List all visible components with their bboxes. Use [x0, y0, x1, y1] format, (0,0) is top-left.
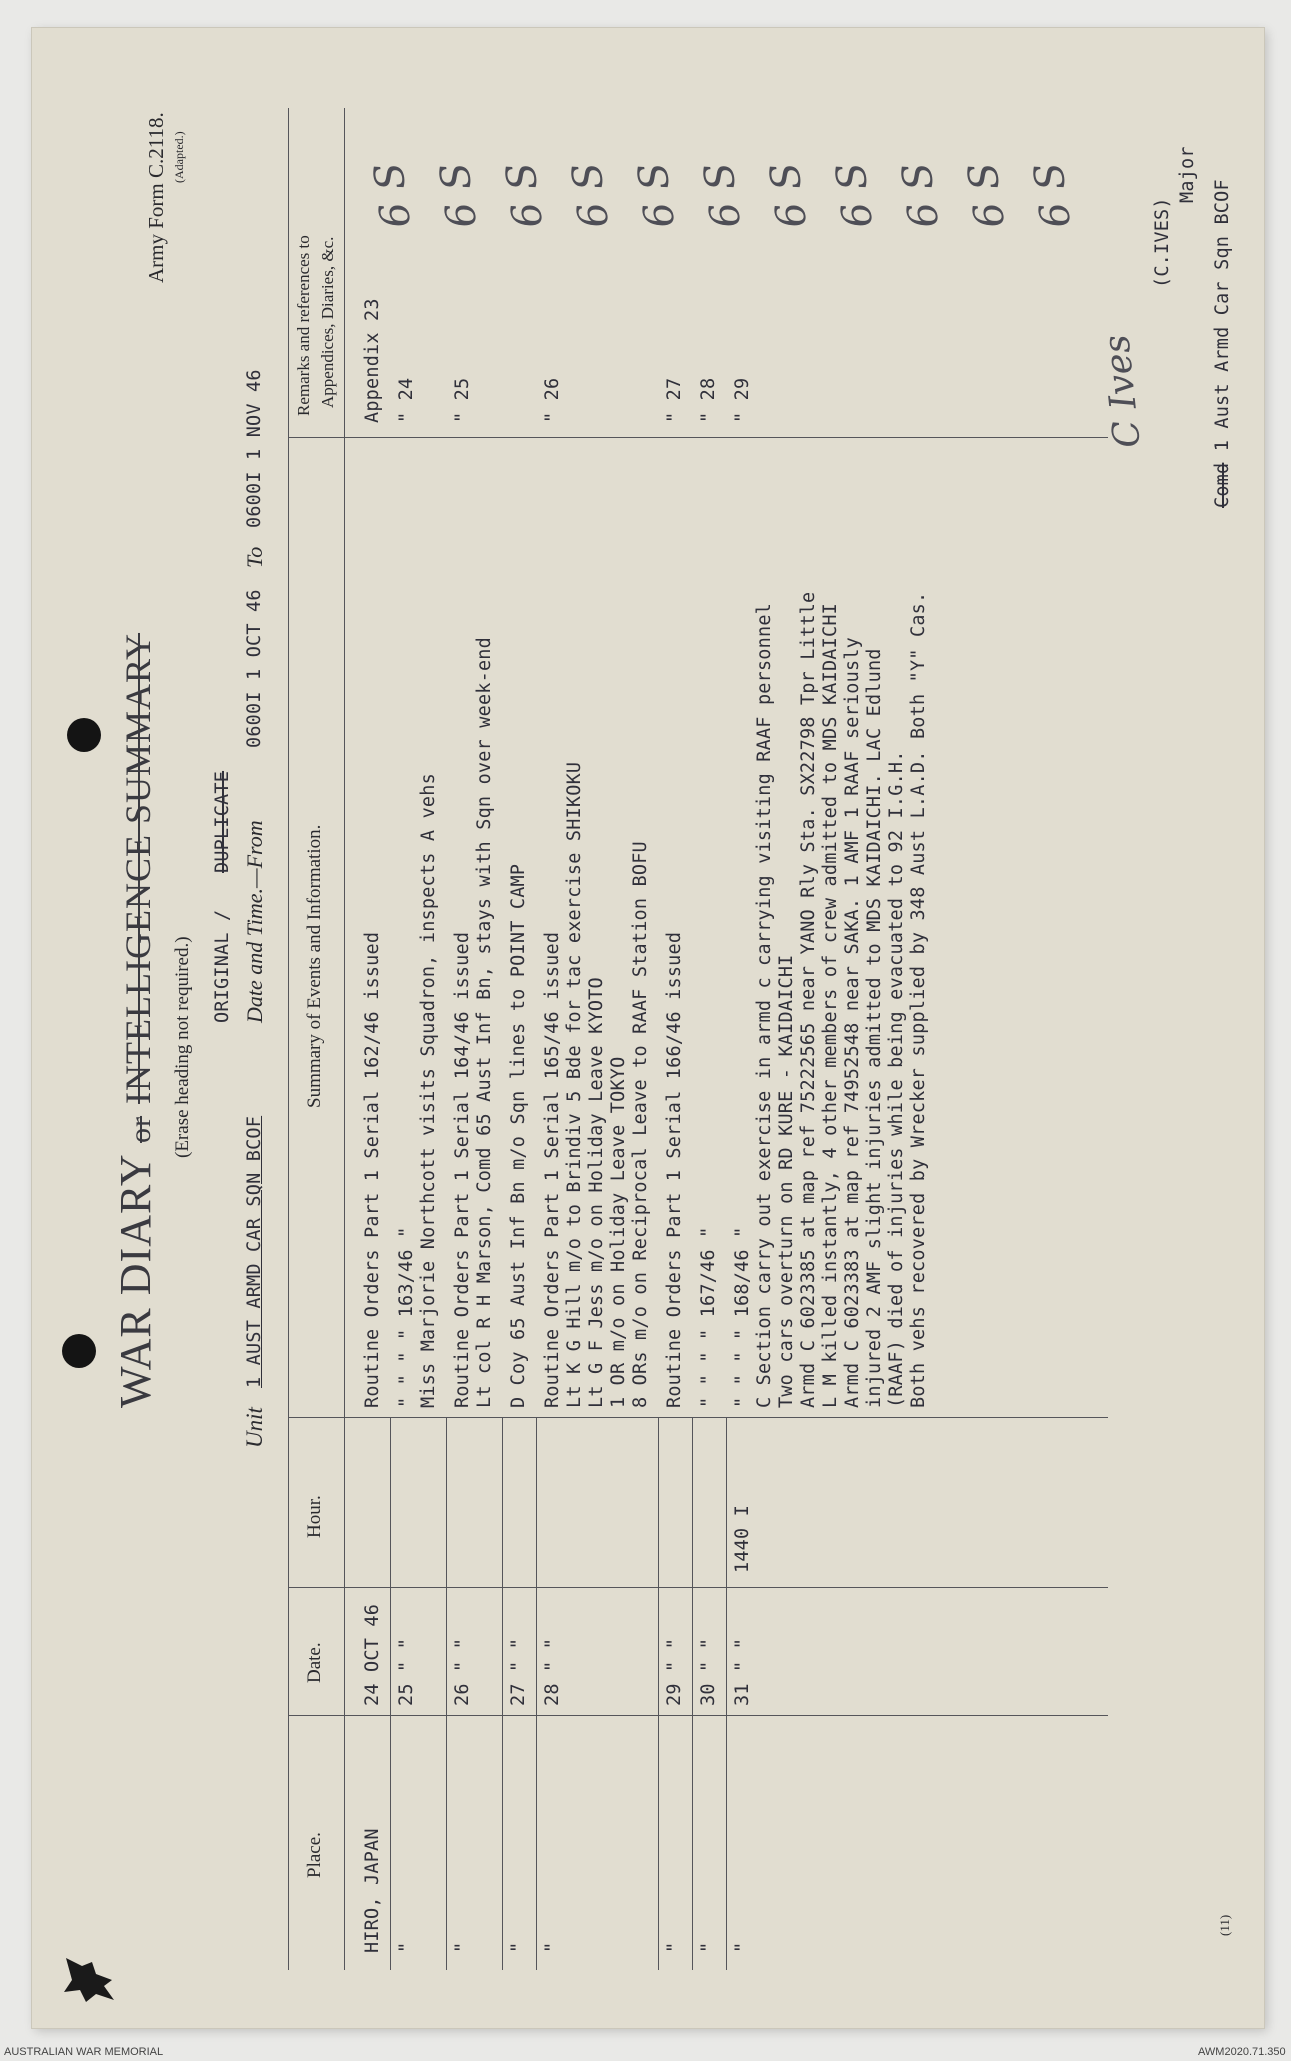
- column-remarks-2: Appendices, Diaries, &c.: [318, 236, 337, 408]
- row-rule: [726, 1418, 727, 1970]
- entry-remark: " 26: [542, 377, 563, 423]
- row-rule: [692, 1418, 693, 1970]
- entry-summary-line: (RAAF) died of injuries while being evacuated to 92 I.G.H.: [886, 750, 907, 1408]
- row-rule: [536, 1418, 537, 1970]
- entry-date: 26 " ": [452, 1637, 473, 1706]
- row-rule: [502, 1418, 503, 1970]
- intelligence-summary-title: INTELLIGENCE SUMMARY: [118, 632, 158, 1104]
- entry-summary-line: Lt G F Jess m/o on Holiday Leave KYOTO: [586, 977, 607, 1408]
- column-summary: Summary of Events and Information.: [304, 824, 325, 1108]
- pencil-mark: 6 S: [1025, 159, 1081, 231]
- entry-summary-line: L M killed instantly, 4 other members of crew admitted to MDS KAIDAICHI: [820, 603, 841, 1408]
- entry-summary-line: Armd C 6023385 at map ref 75222565 near YANO Rly Sta. SX22798 Tpr Little: [798, 591, 819, 1408]
- entry-place: ": [396, 1941, 417, 1953]
- entry-summary-line: 1 OR m/o on Holiday Leave TOKYO: [608, 1056, 629, 1408]
- entry-summary-line: D Coy 65 Aust Inf Bn m/o Sqn lines to POINT CAMP: [508, 863, 529, 1408]
- entry-place: ": [732, 1941, 753, 1953]
- entry-summary-line: Routine Orders Part 1 Serial 166/46 issued: [664, 931, 685, 1408]
- entry-summary-line: " " " " 167/46 ": [698, 1226, 719, 1408]
- row-rule: [446, 1418, 447, 1970]
- entry-date: 27 " ": [508, 1637, 529, 1706]
- entry-place: ": [508, 1941, 529, 1953]
- pencil-mark: 6 S: [497, 159, 553, 231]
- pencil-mark: 6 S: [629, 159, 685, 231]
- entry-date: 29 " ": [664, 1637, 685, 1706]
- entry-date: 25 " ": [396, 1637, 417, 1706]
- from-value: 0600I 1 OCT 46: [244, 589, 265, 748]
- row-rule: [390, 1418, 391, 1970]
- pencil-mark: 6 S: [431, 159, 487, 231]
- entry-summary-line: Two cars overturn on RD KURE - KAIDAICHI: [776, 954, 797, 1408]
- entry-remark: " 28: [698, 377, 719, 423]
- entry-summary-line: Lt col R H Marson, Comd 65 Aust Inf Bn, stays with Sqn over week-end: [474, 637, 495, 1408]
- entry-remark: " 25: [452, 377, 473, 423]
- entry-date: 30 " ": [698, 1637, 719, 1706]
- unit-label: Unit: [242, 1407, 267, 1448]
- entry-hour: 1440 I: [732, 1504, 753, 1573]
- entry-remark: " 27: [664, 377, 685, 423]
- entry-place: ": [542, 1941, 563, 1953]
- entry-date: 24 OCT 46: [362, 1603, 383, 1706]
- pencil-mark: 6 S: [365, 159, 421, 231]
- signature-name: (C.IVES): [1152, 197, 1173, 288]
- army-form-number: Army Form C.2118.: [144, 112, 168, 283]
- signature-unit: 1 Aust Armd Car Sqn BCOF: [1212, 179, 1233, 452]
- pencil-mark: 6 S: [563, 159, 619, 231]
- entry-summary-line: " " " " 168/46 ": [732, 1226, 753, 1408]
- pencil-mark: 6 S: [827, 159, 883, 231]
- column-rule: [288, 1587, 1108, 1588]
- rotated-form: [32, 28, 1264, 2028]
- entry-remark: " 24: [396, 377, 417, 423]
- pencil-mark: 6 S: [761, 159, 817, 231]
- entry-summary-line: C Section carry out exercise in armd c carrying visiting RAAF personnel: [754, 603, 775, 1408]
- entry-summary-line: Lt K G Hill m/o to Brindiv 5 Bde for tac exercise SHIKOKU: [564, 761, 585, 1408]
- column-hour: Hour.: [304, 1495, 325, 1538]
- column-place: Place.: [304, 1832, 325, 1878]
- pencil-mark: 6 S: [959, 159, 1015, 231]
- column-rule: [288, 1715, 1108, 1716]
- entry-summary-line: Both vehs recovered by Wrecker supplied by 348 Aust L.A.D. Both "Y" Cas.: [908, 591, 929, 1408]
- footer-credit: AUSTRALIAN WAR MEMORIAL: [4, 2046, 164, 2058]
- entry-summary-line: Routine Orders Part 1 Serial 162/46 issued: [362, 931, 383, 1408]
- signature-comd: Comd: [1212, 462, 1233, 508]
- entry-summary-line: Miss Marjorie Northcott visits Squadron, inspects A vehs: [418, 773, 439, 1408]
- entry-summary-line: 8 ORs m/o on Reciprocal Leave to RAAF Station BOFU: [630, 841, 651, 1408]
- army-form-adapted: (Adapted.): [172, 131, 186, 183]
- entry-summary-line: Routine Orders Part 1 Serial 164/46 issued: [452, 931, 473, 1408]
- entry-date: 28 " ": [542, 1637, 563, 1706]
- entry-place: HIRO, JAPAN: [362, 1828, 383, 1953]
- original-label: ORIGINAL /: [212, 909, 233, 1023]
- to-label: To: [242, 546, 267, 568]
- column-date: Date.: [304, 1642, 325, 1683]
- entry-summary-line: " " " " 163/46 ": [396, 1226, 417, 1408]
- entry-date: 31 " ": [732, 1637, 753, 1706]
- header-bottom-rule: [344, 108, 345, 1970]
- war-diary-page: [32, 28, 1264, 2028]
- form-number: (11): [1217, 1914, 1232, 1936]
- column-rule: [288, 437, 1108, 438]
- entry-place: ": [452, 1941, 473, 1953]
- war-diary-title: WAR DIARY: [111, 1154, 160, 1408]
- column-remarks: Remarks and references to: [294, 235, 313, 416]
- entry-summary-line: Armd C 6023383 at map ref 74952548 near SAKA. 1 AMF 1 RAAF seriously: [842, 637, 863, 1408]
- struck-or: or: [124, 1115, 157, 1143]
- to-value: 0600I 1 NOV 46: [244, 369, 265, 528]
- row-rule: [658, 1418, 659, 1970]
- pencil-mark: 6 S: [893, 159, 949, 231]
- duplicate-label: DUPLICATE: [212, 770, 233, 873]
- pencil-mark: 6 S: [695, 159, 751, 231]
- signature-rank: Major: [1177, 146, 1198, 203]
- entry-place: ": [698, 1941, 719, 1953]
- erase-note: (Erase heading not required.): [172, 936, 193, 1158]
- entry-remark: Appendix 23: [362, 298, 383, 423]
- footer-catalogue-number: AWM2020.71.350: [1198, 2046, 1286, 2058]
- date-time-label: Date and Time.—From: [242, 820, 267, 1023]
- column-rule: [288, 1417, 1108, 1418]
- signature-handwriting: C Ives: [1096, 332, 1149, 450]
- entry-summary-line: Routine Orders Part 1 Serial 165/46 issued: [542, 931, 563, 1408]
- table-top-rule: [288, 108, 289, 1970]
- entry-remark: " 29: [732, 377, 753, 423]
- entry-place: ": [664, 1941, 685, 1953]
- entry-summary-line: injured 2 AMF slight injuries admitted to MDS KAIDAICHI. LAC Edlund: [864, 648, 885, 1408]
- unit-value: 1 AUST ARMD CAR SQN BCOF: [244, 1115, 265, 1388]
